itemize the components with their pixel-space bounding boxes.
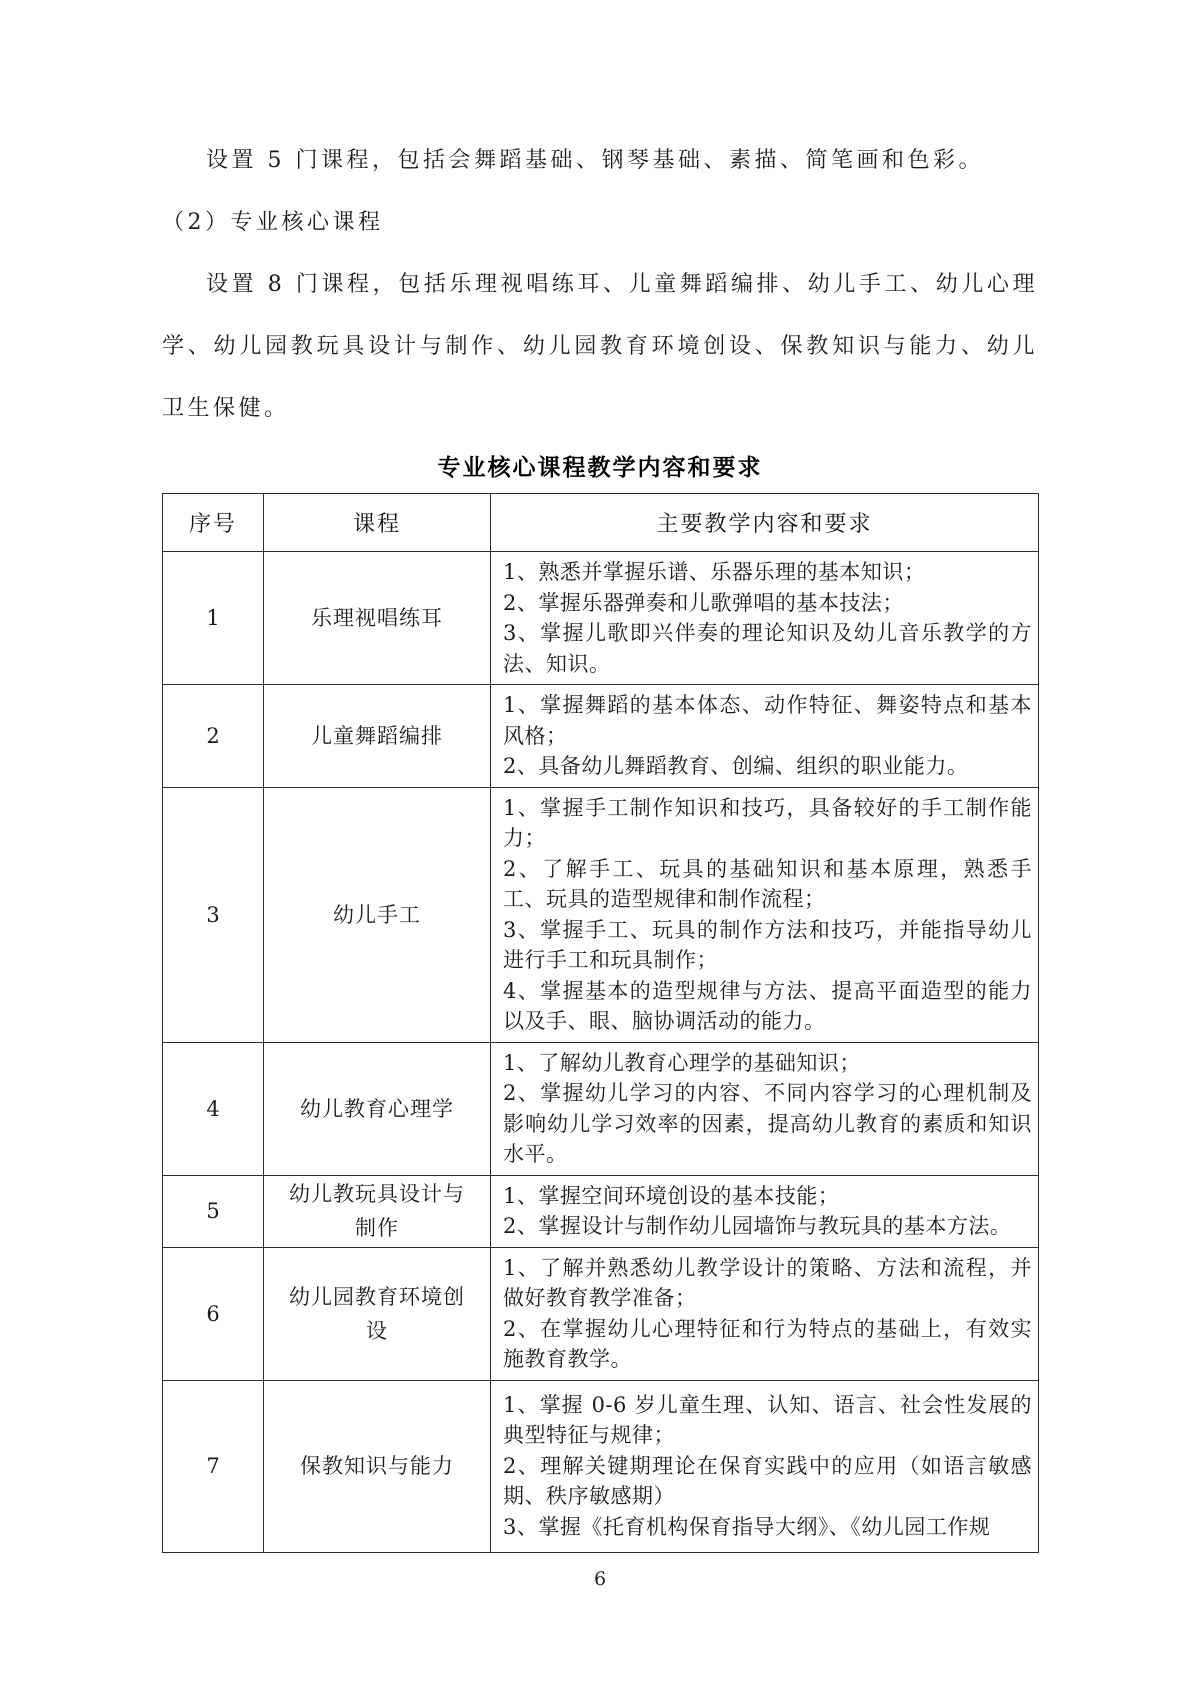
content-line: 2、具备幼儿舞蹈教育、创编、组织的职业能力。 (503, 754, 969, 778)
cell-no: 6 (163, 1247, 264, 1380)
content-line: 2、掌握乐器弹奏和儿歌弹唱的基本技法； (503, 590, 904, 615)
cell-course: 幼儿教育心理学 (264, 1042, 491, 1175)
table-row (163, 1042, 1039, 1175)
content-line: 1、熟悉并掌握乐谱、乐器乐理的基本知识； (503, 560, 926, 584)
content-line: 4、掌握基本的造型规律与方法、提高平面造型的能力以及手、眼、脑协调活动的能力。 (503, 978, 1032, 1033)
content-line: 1、掌握舞蹈的基本体态、动作特征、舞姿特点和基本风格； (503, 693, 1032, 748)
cell-no: 7 (163, 1380, 264, 1552)
cell-no: 5 (163, 1175, 264, 1247)
content-line: 3、掌握儿歌即兴伴奏的理论知识及幼儿音乐教学的方法、知识。 (503, 621, 1032, 676)
cell-course: 幼儿教玩具设计与制作 (264, 1175, 491, 1247)
cell-course: 幼儿园教育环境创设 (264, 1247, 491, 1380)
content-line: 1、了解并熟悉幼儿教学设计的策略、方法和流程，并做好教育教学准备； (503, 1255, 1032, 1310)
cell-content (491, 1247, 1039, 1380)
cell-content (491, 1042, 1039, 1175)
content-line: 2、了解手工、玩具的基础知识和基本原理，熟悉手工、玩具的造型规律和制作流程； (503, 856, 1032, 911)
cell-content (491, 552, 1039, 685)
cell-no: 3 (163, 787, 264, 1042)
content-line: 3、掌握手工、玩具的制作方法和技巧，并能指导幼儿进行手工和玩具制作； (503, 917, 1032, 972)
content-line: 2、掌握幼儿学习的内容、不同内容学习的心理机制及影响幼儿学习效率的因素，提高幼儿教育的素质和知识水平。 (503, 1081, 1032, 1166)
cell-course: 儿童舞蹈编排 (264, 685, 491, 788)
header-cell-content: 主要教学内容和要求 (491, 494, 1039, 552)
table-row (163, 1175, 1039, 1247)
cell-content (491, 787, 1039, 1042)
page-number: 6 (593, 1567, 607, 1590)
content-line: 2、在掌握幼儿心理特征和行为特点的基础上，有效实施教育教学。 (503, 1316, 1032, 1371)
core-course-table (162, 493, 1039, 1553)
table-row (163, 787, 1039, 1042)
table-row (163, 685, 1039, 788)
header-cell-no: 序号 (163, 494, 264, 552)
cell-no: 2 (163, 685, 264, 788)
paragraph-basic-courses: 设置 5 门课程，包括会舞蹈基础、钢琴基础、素描、简笔画和色彩。 (206, 148, 984, 173)
cell-content (491, 1380, 1039, 1552)
table-row (163, 1247, 1039, 1380)
content-line: 1、掌握手工制作知识和技巧，具备较好的手工制作能力； (503, 795, 1032, 850)
document-page (162, 130, 1038, 1590)
cell-content (491, 1175, 1039, 1247)
cell-course: 乐理视唱练耳 (264, 552, 491, 685)
cell-content (491, 685, 1039, 788)
cell-no: 1 (163, 552, 264, 685)
cell-no: 4 (163, 1042, 264, 1175)
content-line: 1、了解幼儿教育心理学的基础知识； (503, 1050, 861, 1075)
content-line: 3、掌握《托育机构保育指导大纲》、《幼儿园工作规 (503, 1514, 991, 1539)
cell-course: 幼儿手工 (264, 787, 491, 1042)
content-line: 2、理解关键期理论在保育实践中的应用（如语言敏感期、秩序敏感期） (503, 1453, 1032, 1509)
content-line: 1、掌握空间环境创设的基本技能； (503, 1183, 840, 1208)
paragraph-core-courses: 设置 8 门课程，包括乐理视唱练耳、儿童舞蹈编排、幼儿手工、幼儿心理学、幼儿园教玩具设计与制作、幼儿园教育环境创设、保教知识与能力、幼儿卫生保健。 (162, 272, 1038, 421)
table-header-row (163, 494, 1039, 552)
table-row (163, 552, 1039, 685)
header-cell-course: 课程 (264, 494, 491, 552)
table-title: 专业核心课程教学内容和要求 (437, 454, 763, 481)
cell-course: 保教知识与能力 (264, 1380, 491, 1552)
content-line: 1、掌握 0-6 岁儿童生理、认知、语言、社会性发展的典型特征与规律； (503, 1392, 1032, 1448)
table-row (163, 1380, 1039, 1552)
content-line: 2、掌握设计与制作幼儿园墙饰与教玩具的基本方法。 (503, 1214, 1012, 1238)
section-heading-core-courses: （2）专业核心课程 (162, 210, 384, 235)
